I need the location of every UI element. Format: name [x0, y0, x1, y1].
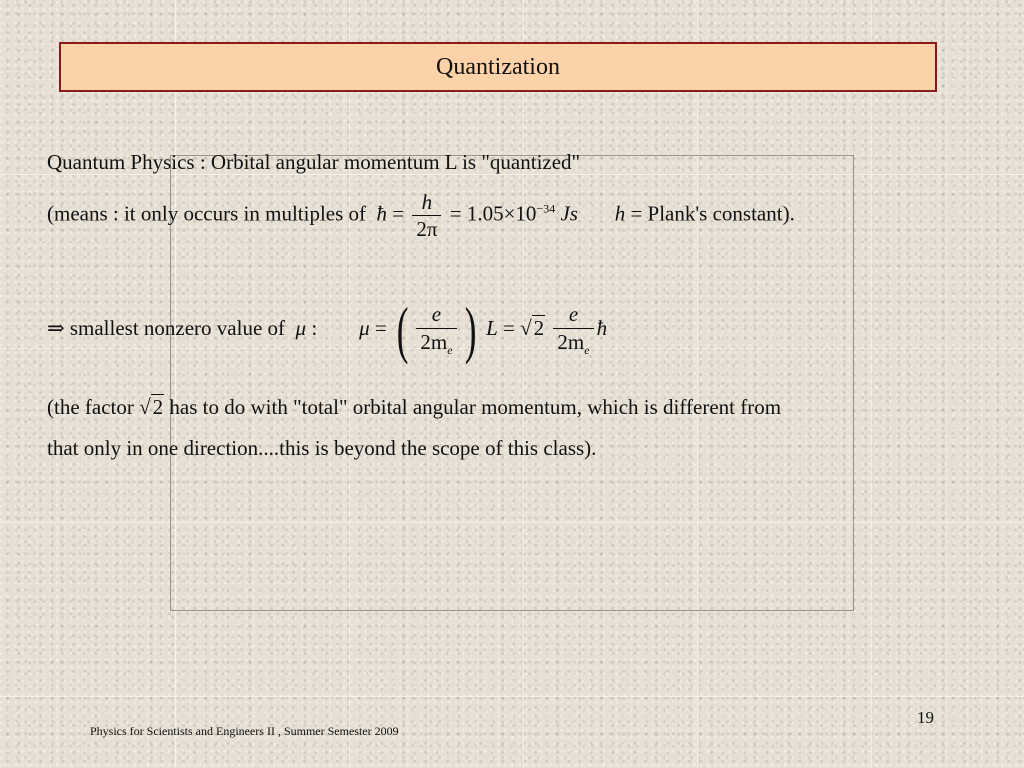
e-over-2me-fraction [416, 302, 456, 357]
left-paren: ( [396, 294, 409, 365]
equals-sign: = [374, 315, 387, 340]
scope-text: that only in one direction....this is beyond the scope of this class). [47, 436, 597, 460]
smallest-value-text: ⇒ smallest nonzero value of [47, 315, 286, 340]
fraction-denominator: 2π [416, 217, 438, 242]
statement-line [47, 150, 580, 175]
h-over-2pi-fraction [412, 190, 441, 241]
mu-symbol: μ [295, 315, 307, 340]
background-grid-line [0, 696, 1024, 697]
electron-subscript: e [447, 342, 453, 357]
sqrt-sign: √ [139, 395, 151, 419]
sqrt-sign: √ [520, 315, 532, 340]
fraction-denominator [416, 329, 456, 358]
factor-text: (the factor [47, 395, 134, 419]
scope-note-line [47, 436, 596, 461]
factor-note-line [47, 395, 781, 420]
magnetic-moment-line [47, 294, 608, 365]
slide-title-box [59, 42, 937, 92]
means-text: (means : it only occurs in multiples of [47, 201, 367, 226]
hbar-symbol: ħ [376, 201, 388, 226]
e-over-2me-fraction [553, 302, 593, 357]
two-m: 2m [557, 329, 585, 354]
fraction-denominator [553, 329, 593, 358]
page-number: 19 [917, 708, 934, 727]
hbar-exponent: −34 [536, 201, 556, 216]
right-paren: ) [464, 294, 477, 365]
electron-subscript: e [584, 342, 590, 357]
plank-definition: = Plank's constant). [630, 201, 795, 226]
slide-title: Quantization [436, 53, 560, 80]
mu-symbol: μ [359, 315, 370, 340]
two-m: 2m [420, 329, 448, 354]
h-symbol: h [614, 201, 626, 226]
fraction-numerator: h [412, 190, 441, 216]
equals-sign: = [503, 315, 515, 340]
factor-explanation: has to do with "total" orbital angular momentum, which is different from [169, 395, 782, 419]
fraction-numerator: e [416, 302, 456, 328]
hbar-units: Js [560, 201, 578, 226]
statement-text: Quantum Physics : Orbital angular momentum L is "quantized" [47, 150, 581, 174]
sqrt-radicand: 2 [533, 315, 545, 340]
hbar-value: = 1.05×10 [449, 201, 537, 226]
equals-sign: = [392, 201, 405, 226]
hbar-definition-line [47, 190, 795, 241]
L-symbol: L [486, 315, 498, 340]
background-grid-line [871, 0, 872, 768]
footer-course: Physics for Scientists and Engineers II , Summer Semester 2009 [90, 724, 399, 738]
fraction-numerator: e [553, 302, 593, 328]
hbar-symbol: ħ [596, 315, 608, 340]
colon: : [311, 315, 318, 340]
sqrt-radicand: 2 [152, 395, 164, 419]
